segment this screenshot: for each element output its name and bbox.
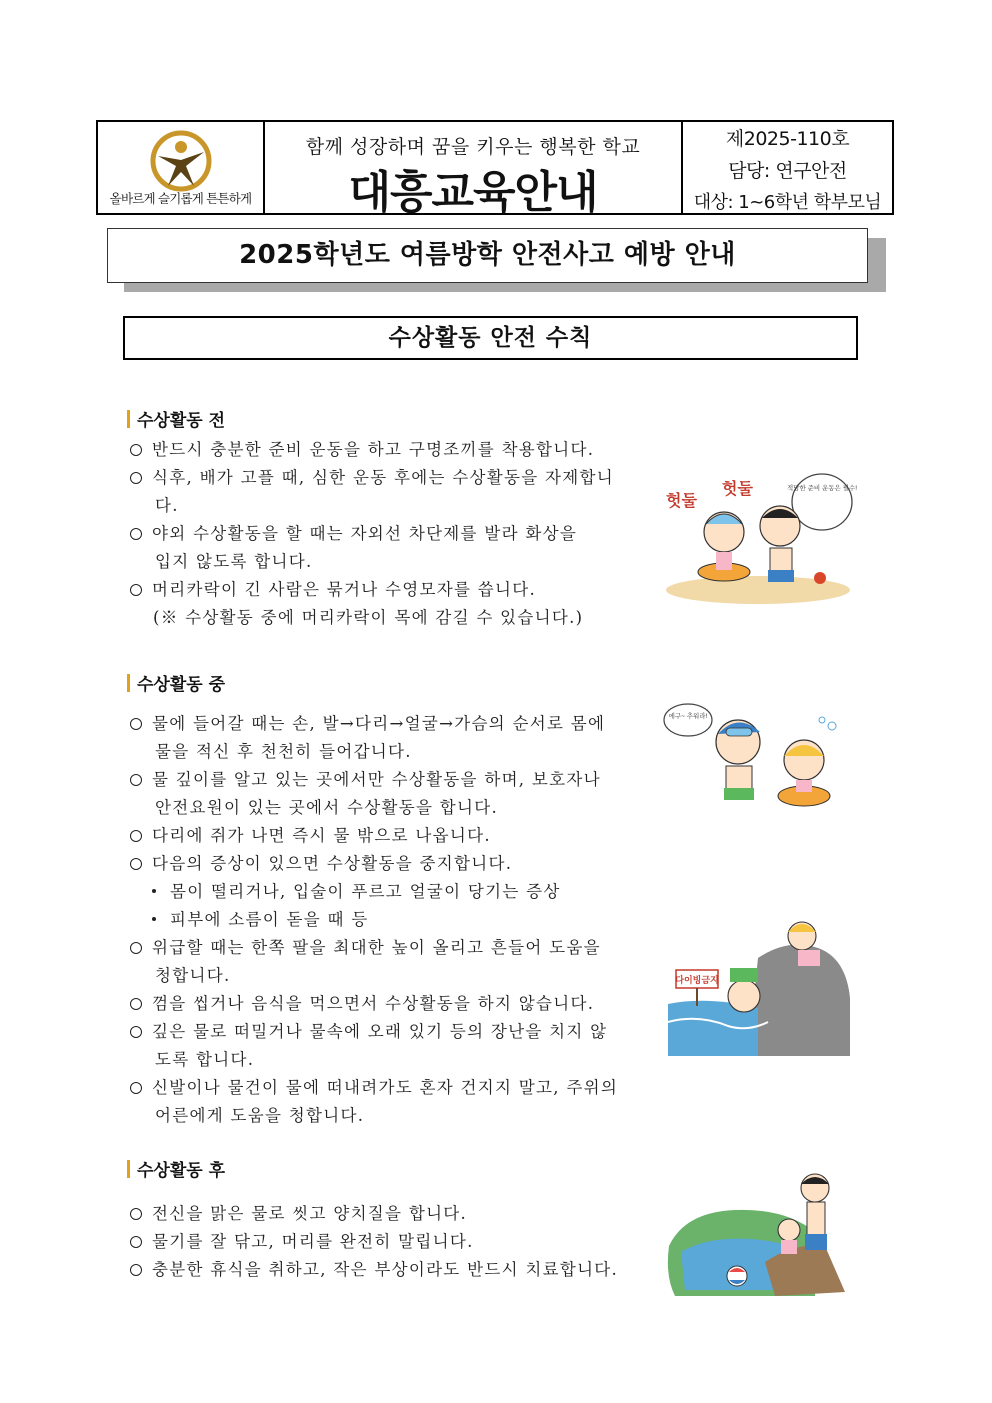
dot-bullet-icon (152, 889, 156, 893)
school-newsletter-title: 대흥교육안내 (348, 167, 598, 218)
circle-bullet-icon (130, 942, 142, 954)
issue-number: 제2025-110호 (725, 128, 850, 150)
department-label: 담당: 연구안전 (728, 160, 847, 182)
circle-bullet-icon (130, 858, 142, 870)
circle-bullet-icon (130, 584, 142, 596)
circle-bullet-icon (130, 998, 142, 1010)
list-item: 전신을 맑은 물로 씻고 양치질을 합니다. (130, 1200, 467, 1224)
accent-bar (127, 410, 130, 428)
danger-sign-text: 다이빙금지 (675, 975, 719, 985)
title-cell (265, 122, 683, 218)
section-subtitle: 수상활동 안전 수칙 (123, 316, 858, 360)
circle-bullet-icon (130, 1236, 142, 1248)
circle-bullet-icon (130, 1264, 142, 1276)
accent-bar (127, 1160, 130, 1178)
sub-list-item: 몸이 떨리거나, 입술이 푸르고 얼굴이 당기는 증상 (152, 878, 561, 902)
washing-kids-illustration (665, 1172, 857, 1302)
list-item: 물기를 잘 닦고, 머리를 완전히 말립니다. (130, 1228, 474, 1252)
list-item-continued: 어른에게 도움을 청합니다. (155, 1106, 365, 1125)
list-item: 물에 들어갈 때는 손, 발→다리→얼굴→가슴의 순서로 몸에 (130, 710, 605, 734)
circle-bullet-icon (130, 528, 142, 540)
list-item-continued: 청합니다. (155, 966, 231, 985)
meta-cell (683, 122, 892, 213)
dot-bullet-icon (152, 917, 156, 921)
list-item: 식후, 배가 고플 때, 심한 운동 후에는 수상활동을 자제합니 (130, 464, 614, 488)
school-logo-icon (150, 130, 212, 192)
list-item: 야외 수상활동을 할 때는 자외선 차단제를 발라 화상을 (130, 520, 577, 544)
list-item: 다리에 쥐가 나면 즉시 물 밖으로 나옵니다. (130, 822, 491, 846)
page-title: 2025학년도 여름방학 안전사고 예방 안내 (107, 228, 868, 283)
logo-cell (98, 122, 265, 213)
list-item-continued: 안전요원이 있는 곳에서 수상활동을 합니다. (155, 798, 499, 817)
list-item-continued: 다. (155, 496, 179, 515)
list-item-note: (※ 수상활동 중에 머리카락이 목에 감길 수 있습니다.) (153, 608, 584, 627)
speech-bubble-text: 적당한 준비 운동은 필수! (786, 485, 858, 492)
accent-bar (127, 674, 130, 692)
list-item: 다음의 증상이 있으면 수상활동을 중지합니다. (130, 850, 512, 874)
circle-bullet-icon (130, 1082, 142, 1094)
school-motto: 올바르게 슬기롭게 튼튼하게 (109, 191, 252, 206)
circle-bullet-icon (130, 1208, 142, 1220)
list-item-continued: 물을 적신 후 천천히 들어갑니다. (155, 742, 412, 761)
list-item: 깊은 물로 떠밀거나 물속에 오래 있기 등의 장난을 치지 않 (130, 1018, 607, 1042)
circle-bullet-icon (130, 444, 142, 456)
onomatopoeia-2: 헛둘 (722, 481, 753, 498)
warmup-kids-illustration (662, 462, 858, 604)
list-item: 위급할 때는 한쪽 팔을 최대한 높이 올리고 흔들어 도움을 (130, 934, 601, 958)
diving-danger-illustration (668, 918, 853, 1060)
school-slogan: 함께 성장하며 꿈을 키우는 행복한 학교 (305, 136, 641, 158)
section-heading-after: 수상활동 후 (127, 1156, 225, 1181)
list-item: 신발이나 물건이 물에 떠내려가도 혼자 건지지 말고, 주위의 (130, 1074, 618, 1098)
list-item-continued: 도록 합니다. (155, 1050, 255, 1069)
list-item-continued: 입지 않도록 합니다. (155, 552, 313, 571)
list-item: 반드시 충분한 준비 운동을 하고 구명조끼를 착용합니다. (130, 436, 594, 460)
header-table (96, 120, 894, 218)
circle-bullet-icon (130, 472, 142, 484)
list-item: 물 깊이를 알고 있는 곳에서만 수상활동을 하며, 보호자나 (130, 766, 601, 790)
list-item: 껌을 씹거나 음식을 먹으면서 수상활동을 하지 않습니다. (130, 990, 594, 1014)
onomatopoeia-1: 헛둘 (666, 493, 697, 510)
circle-bullet-icon (130, 830, 142, 842)
section-heading-before: 수상활동 전 (127, 406, 225, 431)
section-heading-during: 수상활동 중 (127, 670, 225, 695)
circle-bullet-icon (130, 1026, 142, 1038)
circle-bullet-icon (130, 774, 142, 786)
circle-bullet-icon (130, 718, 142, 730)
list-item: 충분한 휴식을 취하고, 작은 부상이라도 반드시 치료합니다. (130, 1256, 618, 1280)
audience-label: 대상: 1~6학년 학부모님 (693, 192, 882, 213)
speech-bubble-text: 에구~ 추워라! (668, 713, 708, 720)
sub-list-item: 피부에 소름이 돋을 때 등 (152, 906, 369, 930)
cold-kids-illustration (664, 698, 859, 828)
list-item: 머리카락이 긴 사람은 묶거나 수영모자를 씁니다. (130, 576, 536, 600)
